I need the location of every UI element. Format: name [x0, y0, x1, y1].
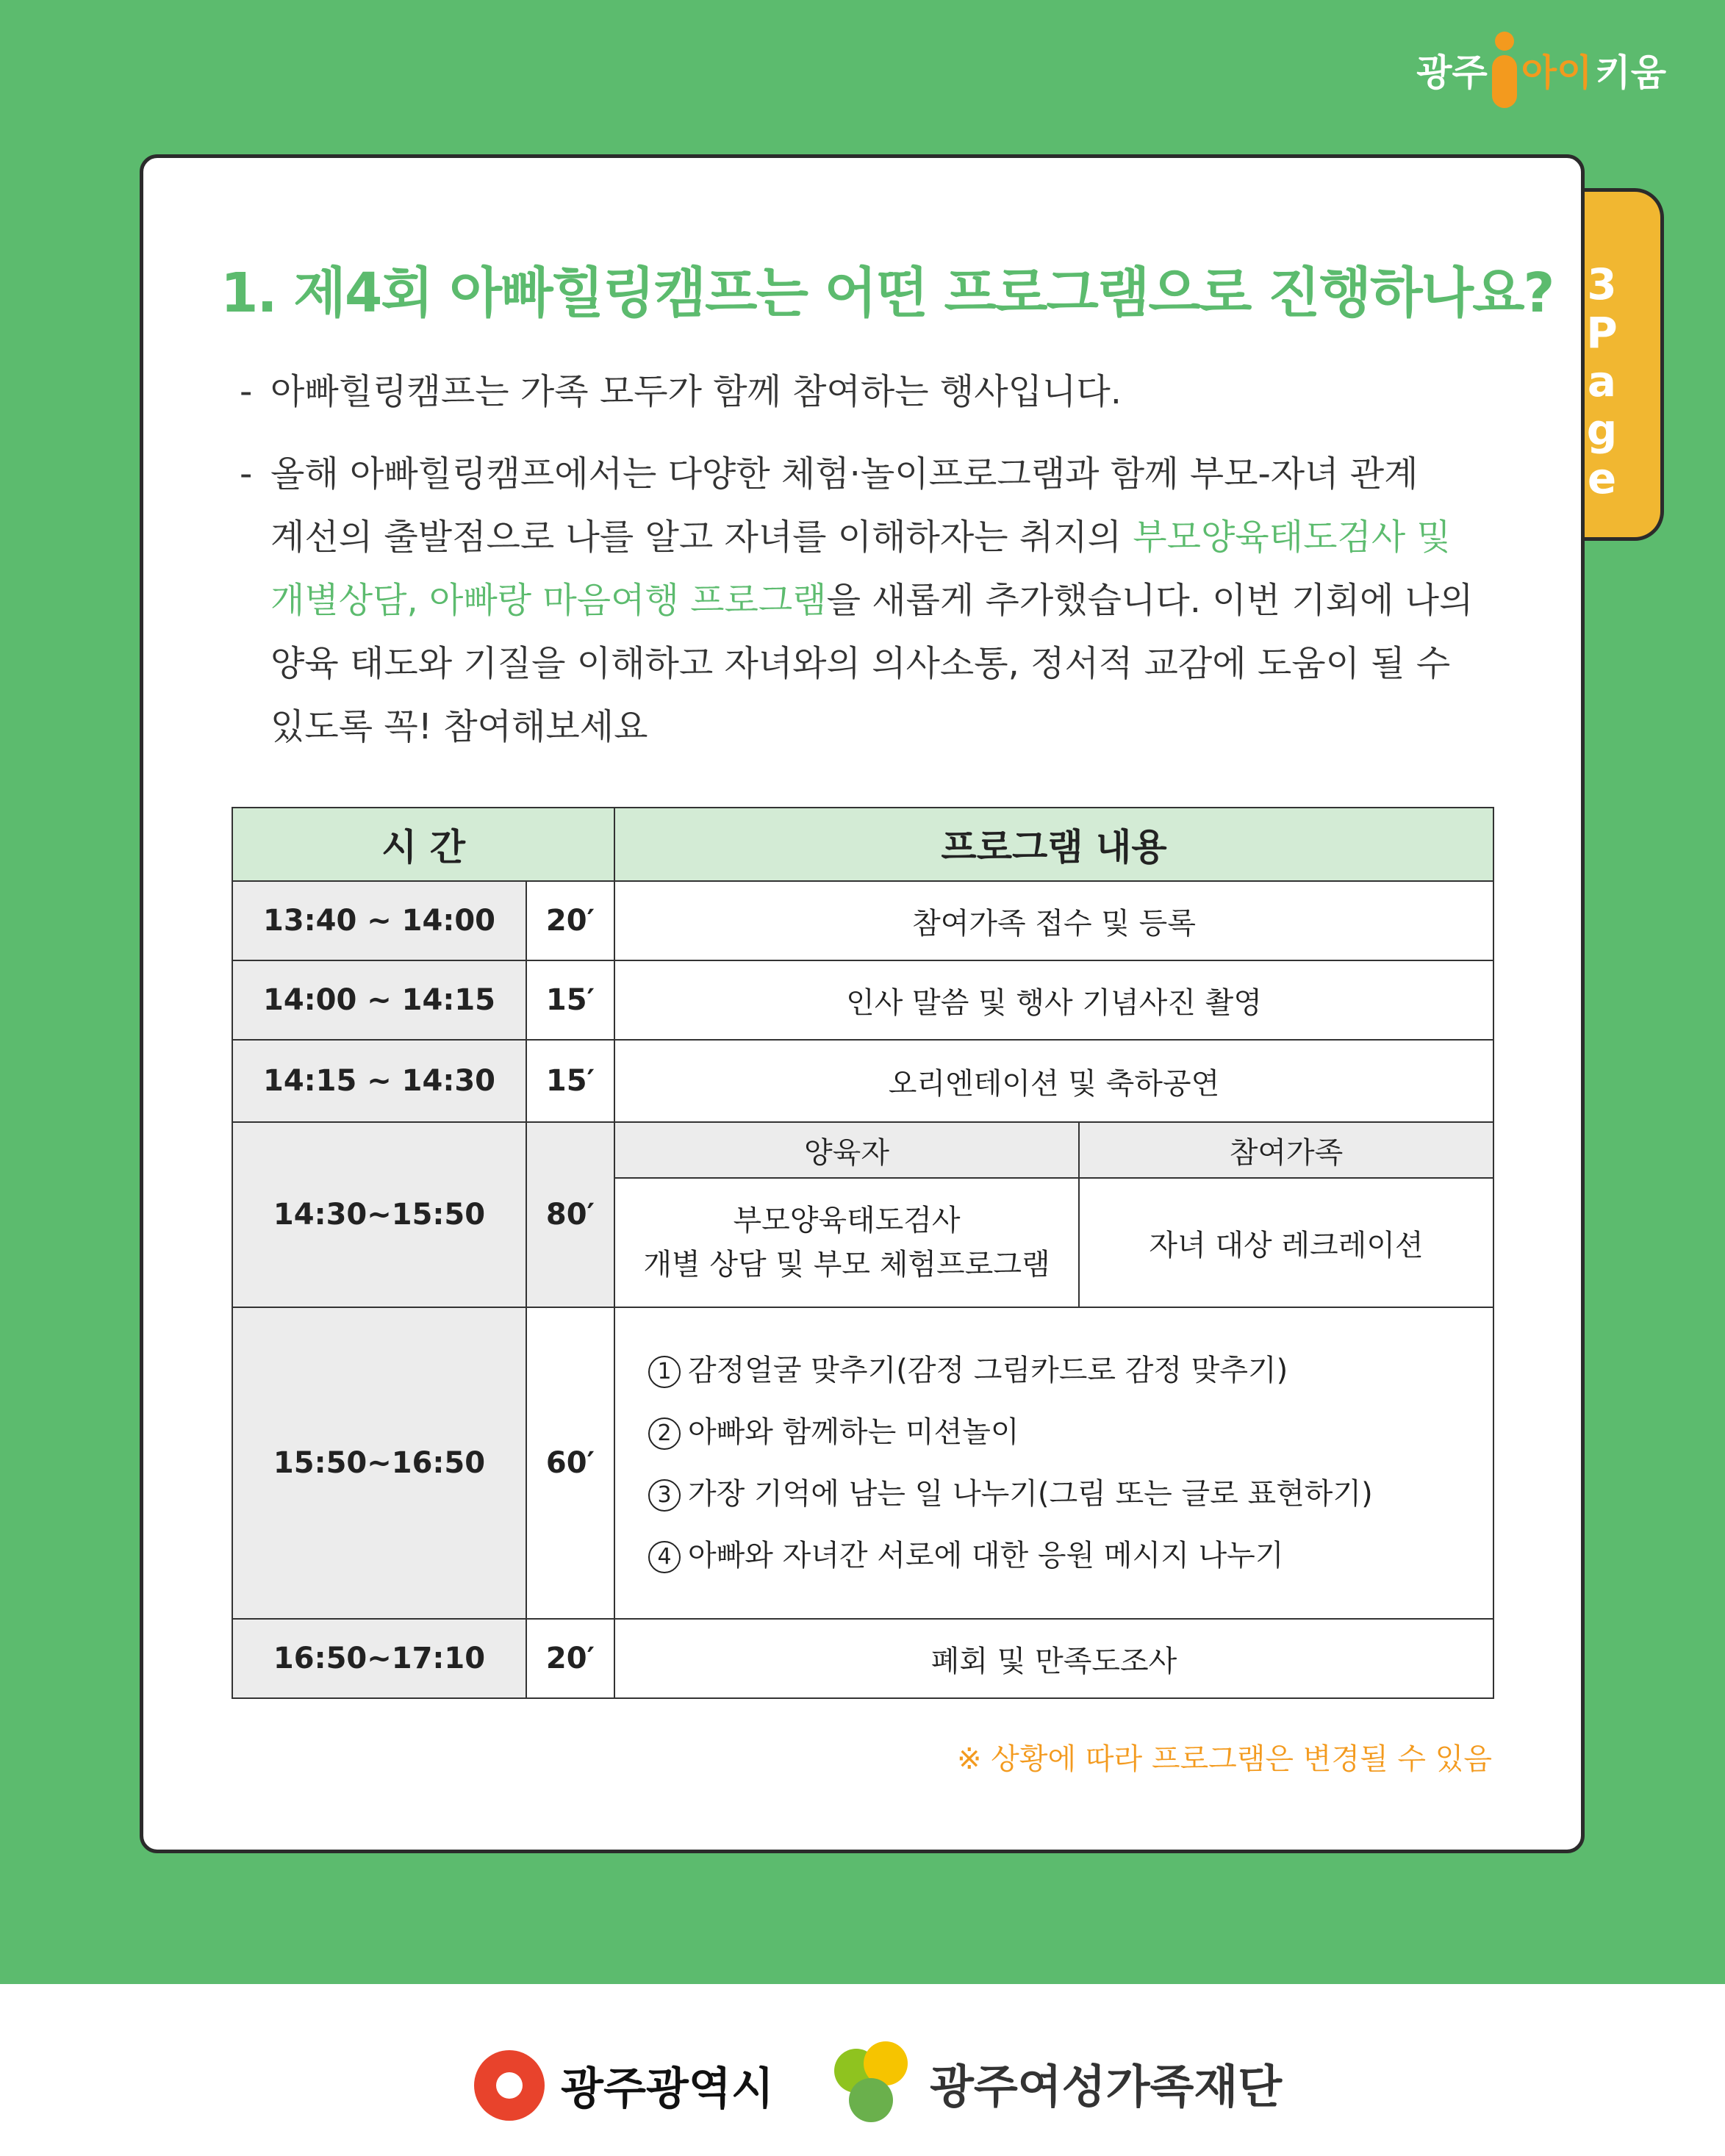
- subheader-caregiver: 양육자: [614, 1122, 1079, 1178]
- gwangju-city-logo: [474, 2050, 774, 2121]
- duration-cell: 60′: [526, 1307, 614, 1619]
- time-cell: 14:00 ~ 14:15: [232, 960, 526, 1040]
- number-icon: 4: [648, 1541, 681, 1573]
- content-cell: 인사 말씀 및 행사 기념사진 촬영: [614, 960, 1493, 1040]
- time-cell: 14:30~15:50: [232, 1122, 526, 1307]
- schedule-table: [232, 807, 1494, 1699]
- list-item: 1 감정얼굴 맞추기(감정 그림카드로 감정 맞추기): [648, 1340, 1493, 1401]
- footer: [0, 1984, 1725, 2156]
- list-item: 2 아빠와 함께하는 미션놀이: [648, 1401, 1493, 1463]
- bullet-1: - 아빠힐링캠프는 가족 모두가 함께 참여하는 행사입니다.: [240, 371, 1122, 412]
- subheader-family: 참여가족: [1079, 1122, 1493, 1178]
- bullet-2-line5: 있도록 꼭! 참여해보세요: [270, 706, 648, 747]
- header-time: 시 간: [232, 808, 614, 881]
- logo-part1: 광주: [1416, 51, 1488, 94]
- page-tab-char: 3: [1587, 259, 1617, 309]
- time-cell: 15:50~16:50: [232, 1307, 526, 1619]
- table-row: [232, 1619, 1493, 1698]
- content-cell: 폐회 및 만족도조사: [614, 1619, 1493, 1698]
- table-row: [232, 960, 1493, 1040]
- change-notice: ※ 상황에 따라 프로그램은 변경될 수 있음: [956, 1742, 1492, 1776]
- header-content: 프로그램 내용: [614, 808, 1493, 881]
- time-cell: 14:15 ~ 14:30: [232, 1040, 526, 1122]
- page-tab-char: a: [1587, 356, 1617, 406]
- highlight-text: 개별상담, 아빠랑 마음여행 프로그램: [270, 580, 827, 621]
- duration-cell: 20′: [526, 881, 614, 960]
- bullet-1-text: 아빠힐링캠프는 가족 모두가 함께 참여하는 행사입니다.: [270, 371, 1122, 412]
- brand-logo: [1416, 29, 1666, 110]
- bullet-2-line1: - 올해 아빠힐링캠프에서는 다양한 체험·놀이프로그램과 함께 부모-자녀 관계: [240, 453, 1419, 495]
- number-icon: 2: [648, 1417, 681, 1450]
- page-tab-char: P: [1586, 308, 1618, 358]
- duration-cell: 15′: [526, 1040, 614, 1122]
- bullet-2-line2: 계선의 출발점으로 나를 알고 자녀를 이해하자는 취지의 부모양육태도검사 및: [270, 517, 1451, 558]
- content-cell: 자녀 대상 레크레이션: [1079, 1178, 1493, 1307]
- number-icon: 1: [648, 1356, 681, 1388]
- duration-cell: 20′: [526, 1619, 614, 1698]
- number-icon: 3: [648, 1479, 681, 1512]
- logo-part3: 키움: [1595, 51, 1666, 94]
- city-emblem-icon: [474, 2050, 545, 2121]
- time-cell: 13:40 ~ 14:00: [232, 881, 526, 960]
- list-item: 4 아빠와 자녀간 서로에 대한 응원 메시지 나누기: [648, 1525, 1493, 1587]
- table-row: [232, 1122, 1493, 1178]
- activity-list: [614, 1307, 1493, 1619]
- table-row: [232, 881, 1493, 960]
- logo-i-icon: [1492, 32, 1517, 108]
- list-item: 3 가장 기억에 남는 일 나누기(그림 또는 글로 표현하기): [648, 1463, 1493, 1525]
- table-header-row: [232, 808, 1493, 881]
- duration-cell: 15′: [526, 960, 614, 1040]
- page-tab-char: e: [1587, 453, 1617, 503]
- logo-part2: 아이: [1521, 51, 1593, 94]
- foundation-emblem-icon: [834, 2041, 917, 2124]
- page-title: 1. 제4회 아빠힐링캠프는 어떤 프로그램으로 진행하나요?: [220, 262, 1554, 325]
- org2-name: 광주여성가족재단: [930, 2059, 1283, 2113]
- highlight-text: 부모양육태도검사 및: [1133, 517, 1451, 558]
- time-cell: 16:50~17:10: [232, 1619, 526, 1698]
- table-row: [232, 1040, 1493, 1122]
- content-cell: 참여가족 접수 및 등록: [614, 881, 1493, 960]
- foundation-logo: [834, 2041, 1282, 2124]
- content-cell: 오리엔테이션 및 축하공연: [614, 1040, 1493, 1122]
- bullet-2-line4: 양육 태도와 기질을 이해하고 자녀와의 의사소통, 정서적 교감에 도움이 될 수: [270, 643, 1451, 684]
- duration-cell: 80′: [526, 1122, 614, 1307]
- content-cell: 부모양육태도검사 개별 상담 및 부모 체험프로그램: [614, 1178, 1079, 1307]
- table-row: [232, 1307, 1493, 1619]
- org1-name: 광주광역시: [561, 2063, 774, 2115]
- bullet-2-line3: 개별상담, 아빠랑 마음여행 프로그램을 새롭게 추가했습니다. 이번 기회에 나의: [270, 580, 1474, 621]
- page-tab-char: g: [1586, 405, 1618, 455]
